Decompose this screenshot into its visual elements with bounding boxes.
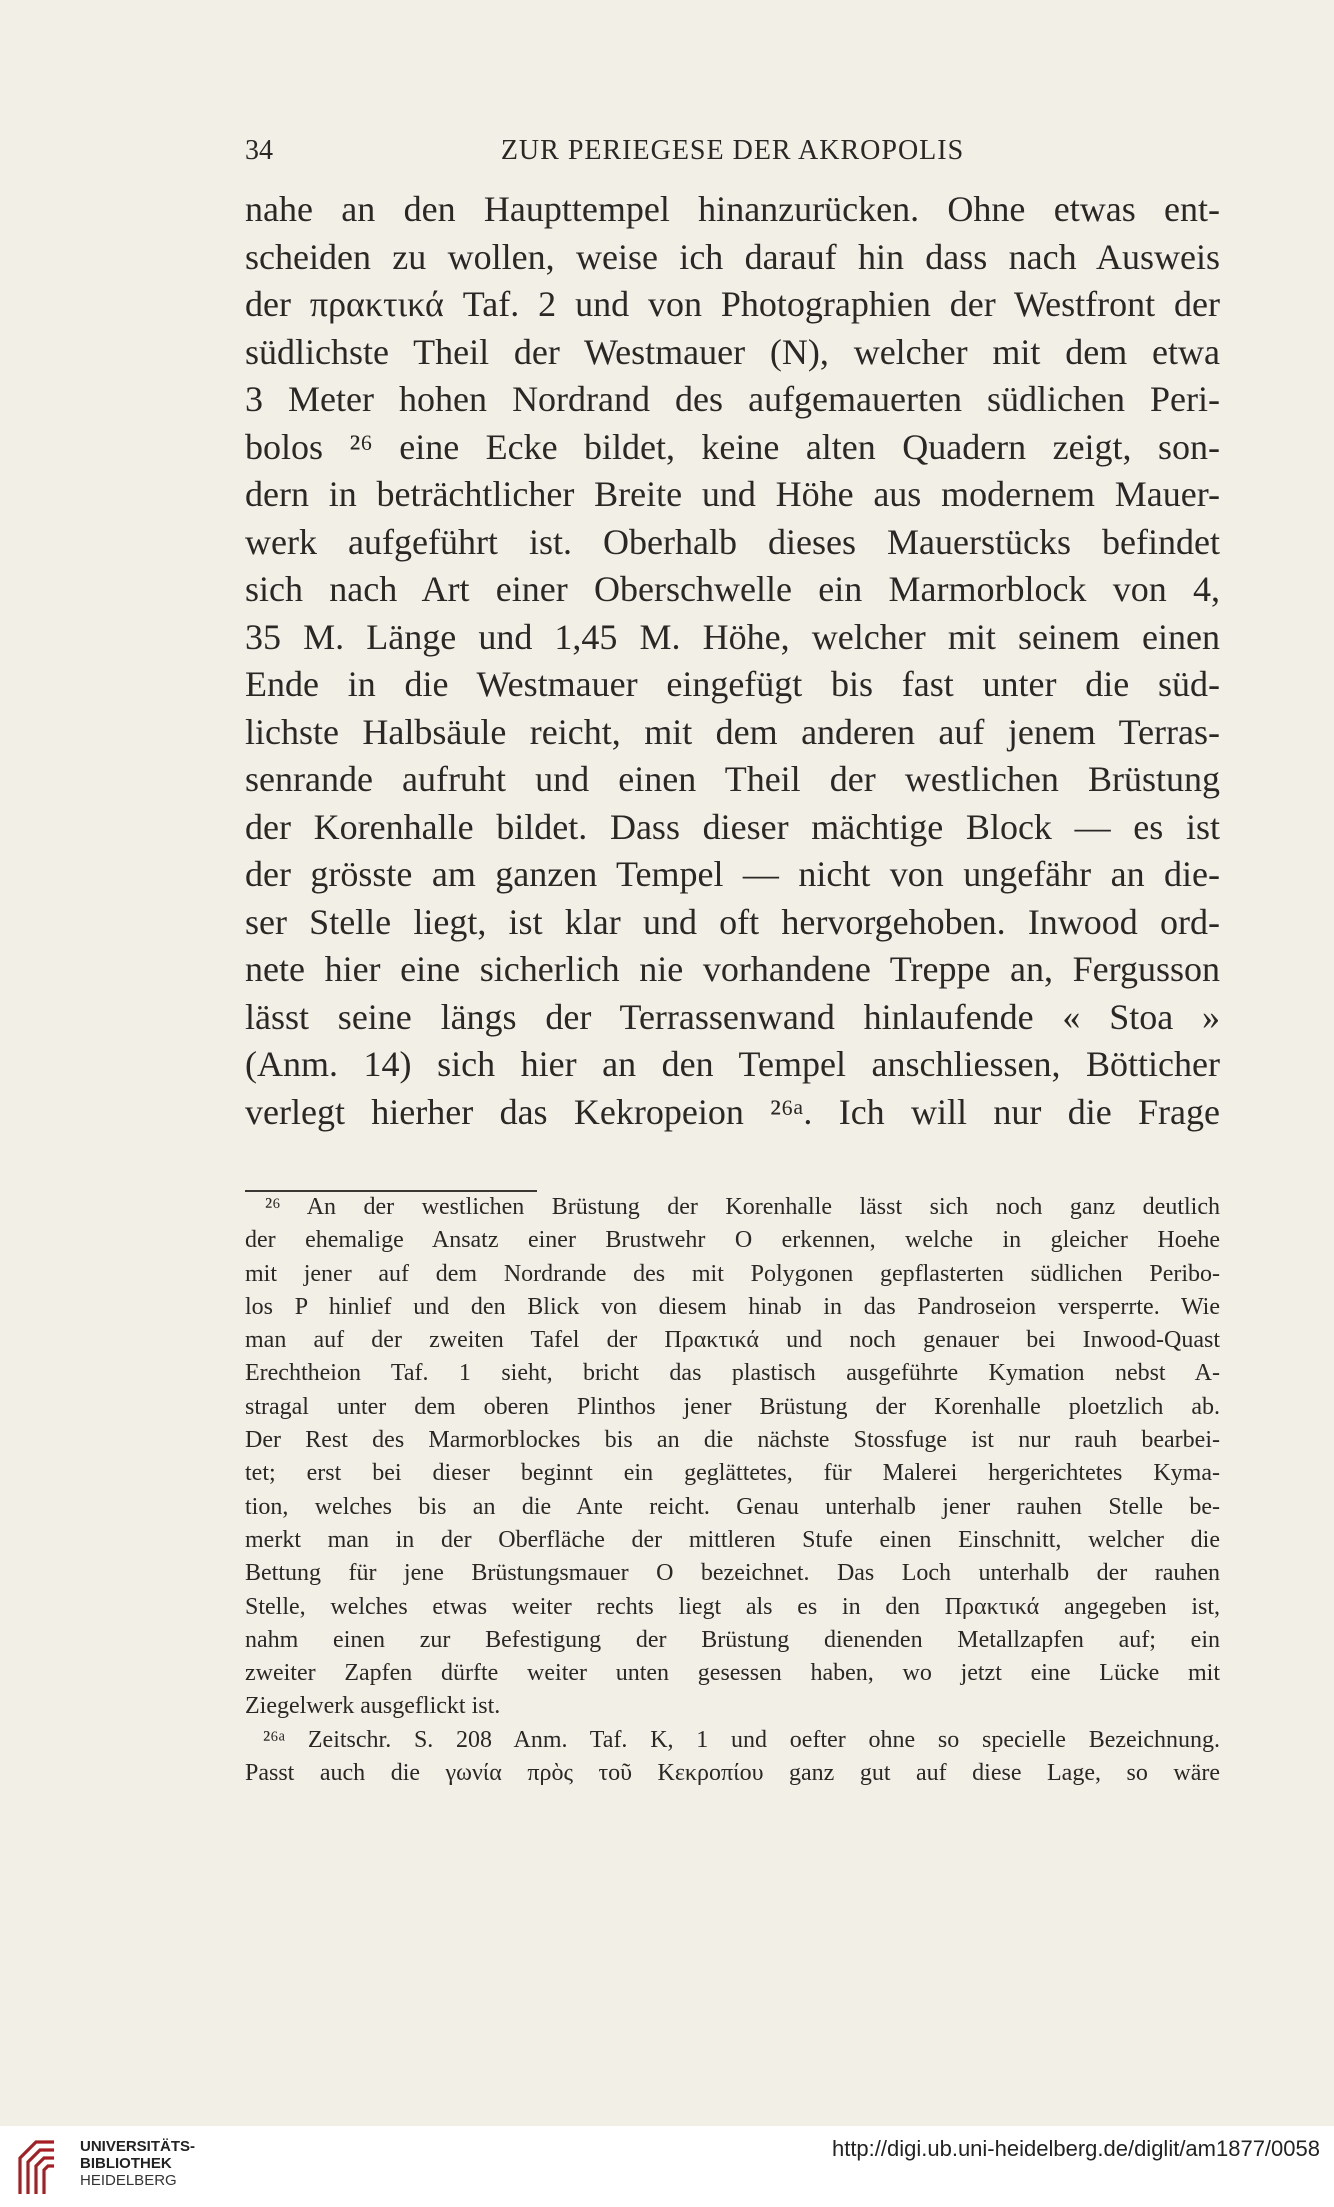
source-url-link[interactable]: http://digi.ub.uni-heidelberg.de/diglit/am1877/0058: [831, 2136, 1320, 2161]
body-line: ser Stelle liegt, ist klar und oft hervorgehoben. Inwood ord-: [245, 901, 1220, 942]
body-line: (Anm. 14) sich hier an den Tempel anschliessen, Bötticher: [245, 1044, 1220, 1084]
body-line: der πρακτικά Taf. 2 und von Photographien der Westfront der: [245, 284, 1220, 324]
body-line: der Korenhalle bildet. Dass dieser mächtige Block — es ist: [245, 806, 1220, 847]
footnote-line: mit jener auf dem Nordrande des mit Polygonen gepflasterten südlichen Peribo-: [245, 1260, 1220, 1287]
footnote-line: tet; erst bei dieser beginnt ein geglättetes, für Malerei hergerichtetes Kyma-: [245, 1460, 1220, 1487]
page-number: 34: [245, 135, 273, 166]
footnote-line: Stelle, welches etwas weiter rechts liegt als es in den Πρακτικά angegeben ist,: [245, 1593, 1220, 1620]
footnote-line: los P hinlief und den Blick von diesem hinab in das Pandroseion versperrte. Wie: [245, 1293, 1220, 1320]
body-line: dern in beträchtlicher Breite und Höhe aus modernem Mauer-: [245, 474, 1220, 514]
library-name-line: UNIVERSITÄTS-: [80, 2138, 196, 2155]
body-line: nahe an den Haupttempel hinanzurücken. Ohne etwas ent-: [245, 189, 1220, 229]
digitization-footer: [0, 2126, 1334, 2207]
footnote-line: Der Rest des Marmorblockes bis an die nächste Stossfuge ist nur rauh bearbei-: [245, 1427, 1220, 1454]
body-line: lichste Halbsäule reicht, mit dem anderen auf jenem Terras-: [245, 711, 1220, 752]
footnote-line: Erechtheion Taf. 1 sieht, bricht das plastisch ausgeführte Kymation nebst A-: [245, 1360, 1220, 1387]
page-header: [245, 135, 1220, 175]
library-name: [80, 2138, 195, 2189]
footnote-line: Bettung für jene Brüstungsmauer O bezeichnet. Das Loch unterhalb der rauhen: [245, 1560, 1220, 1587]
footnote-line: nahm einen zur Befestigung der Brüstung dienenden Metallzapfen auf; ein: [245, 1626, 1220, 1653]
body-line: Ende in die Westmauer eingefügt bis fast unter die süd-: [245, 664, 1220, 704]
running-title: ZUR PERIEGESE DER AKROPOLIS: [500, 135, 965, 166]
footnote-line: tion, welches bis an die Ante reicht. Genau unterhalb jener rauhen Stelle be-: [245, 1493, 1220, 1520]
footnotes: [245, 1191, 1220, 1790]
footnote-line: zweiter Zapfen dürfte weiter unten gesessen haben, wo jetzt eine Lücke mit: [245, 1660, 1220, 1687]
body-line: 35 M. Länge und 1,45 M. Höhe, welcher mit seinem einen: [245, 616, 1220, 657]
body-line: scheiden zu wollen, weise ich darauf hin dass nach Ausweis: [245, 236, 1220, 277]
body-line: werk aufgeführt ist. Oberhalb dieses Mauerstücks befindet: [245, 521, 1220, 562]
body-line: lässt seine längs der Terrassenwand hinlaufende « Stoa »: [245, 996, 1220, 1037]
library-name-line: BIBLIOTHEK: [80, 2155, 172, 2172]
body-line: sich nach Art einer Oberschwelle ein Marmorblock von 4,: [245, 569, 1220, 609]
library-name-line: HEIDELBERG: [80, 2172, 177, 2189]
body-line: bolos ²⁶ eine Ecke bildet, keine alten Quadern zeigt, son-: [245, 426, 1220, 467]
main-text: [245, 186, 1220, 1136]
footnote-line: merkt man in der Oberfläche der mittleren Stufe einen Einschnitt, welcher die: [245, 1526, 1220, 1553]
footnote-line: Passt auch die γωνία πρὸς τοῦ Κεκροπίου ganz gut auf diese Lage, so wäre: [245, 1760, 1220, 1787]
footnote-line: ²⁶ᵃ Zeitschr. S. 208 Anm. Taf. K, 1 und oefter ohne so specielle Bezeichnung.: [263, 1726, 1220, 1753]
body-line: 3 Meter hohen Nordrand des aufgemauerten südlichen Peri-: [245, 379, 1220, 419]
body-line: südlichste Theil der Westmauer (N), welcher mit dem etwa: [245, 331, 1220, 372]
footnote-line: stragal unter dem oberen Plinthos jener Brüstung der Korenhalle ploetzlich ab.: [245, 1393, 1220, 1420]
body-line: verlegt hierher das Kekropeion ²⁶ᵃ. Ich will nur die Frage: [245, 1091, 1220, 1132]
footnote-line: man auf der zweiten Tafel der Πρακτικά und noch genauer bei Inwood-Quast: [245, 1327, 1220, 1354]
body-line: senrande aufruht und einen Theil der westlichen Brüstung: [245, 759, 1220, 799]
footnote-line: Ziegelwerk ausgeflickt ist.: [245, 1693, 501, 1720]
footnote-line: ²⁶ An der westlichen Brüstung der Korenhalle lässt sich noch ganz deutlich: [265, 1194, 1220, 1220]
body-line: nete hier eine sicherlich nie vorhandene Treppe an, Fergusson: [245, 949, 1220, 989]
library-logo-icon: [14, 2134, 76, 2200]
footnote-line: der ehemalige Ansatz einer Brustwehr O erkennen, welche in gleicher Hoehe: [245, 1227, 1220, 1254]
body-line: der grösste am ganzen Tempel — nicht von ungefähr an die-: [245, 854, 1220, 894]
